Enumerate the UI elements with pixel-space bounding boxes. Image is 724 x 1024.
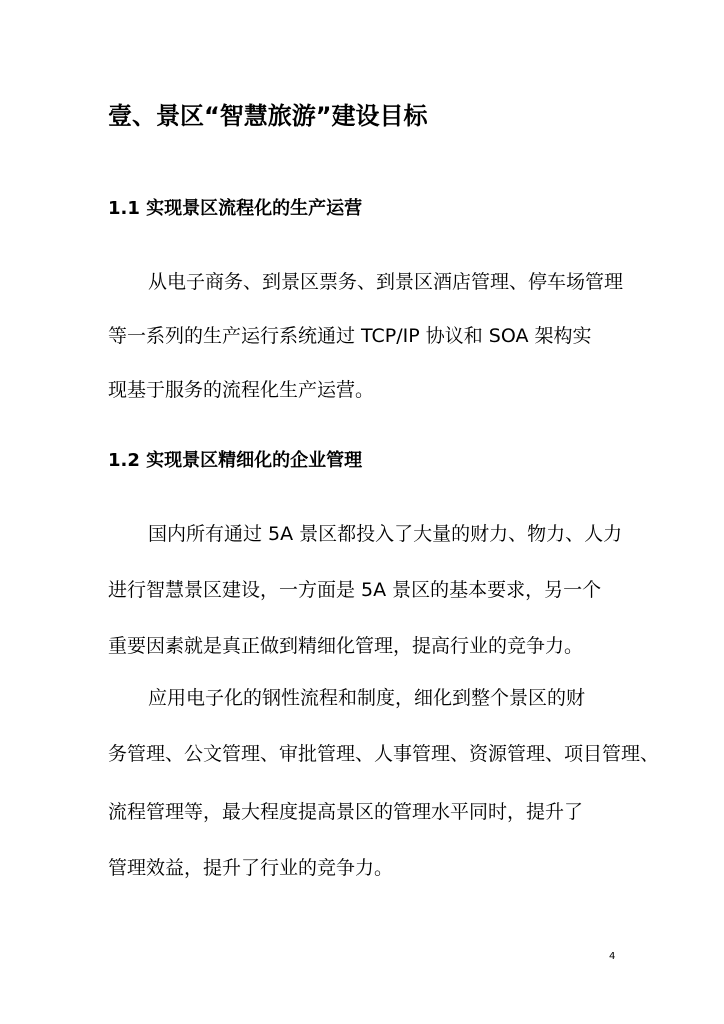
paragraph-line: 流程管理等，最大程度提高景区的管理水平同时，提升了 — [108, 801, 584, 823]
paragraph-line: 管理效益，提升了行业的竞争力。 — [108, 857, 394, 879]
paragraph-line: 重要因素就是真正做到精细化管理，提高行业的竞争力。 — [108, 635, 584, 657]
section-heading-1-1: 1.1 实现景区流程化的生产运营 — [108, 198, 363, 219]
section-heading-1-2: 1.2 实现景区精细化的企业管理 — [108, 450, 363, 471]
paragraph-line: 现基于服务的流程化生产运营。 — [108, 379, 375, 401]
page-title: 壹、景区“智慧旅游”建设目标 — [108, 102, 428, 130]
paragraph-line: 从电子商务、到景区票务、到景区酒店管理、停车场管理 — [148, 271, 624, 293]
paragraph-line: 应用电子化的钢性流程和制度，细化到整个景区的财 — [148, 687, 586, 709]
page-number: 4 — [609, 951, 616, 962]
paragraph-line: 务管理、公文管理、审批管理、人事管理、资源管理、项目管理、 — [108, 743, 660, 765]
paragraph-line: 等一系列的生产运行系统通过 TCP/IP 协议和 SOA 架构实 — [108, 325, 592, 347]
paragraph-line: 国内所有通过 5A 景区都投入了大量的财力、物力、人力 — [148, 523, 623, 545]
paragraph-line: 进行智慧景区建设，一方面是 5A 景区的基本要求，另一个 — [108, 579, 602, 601]
